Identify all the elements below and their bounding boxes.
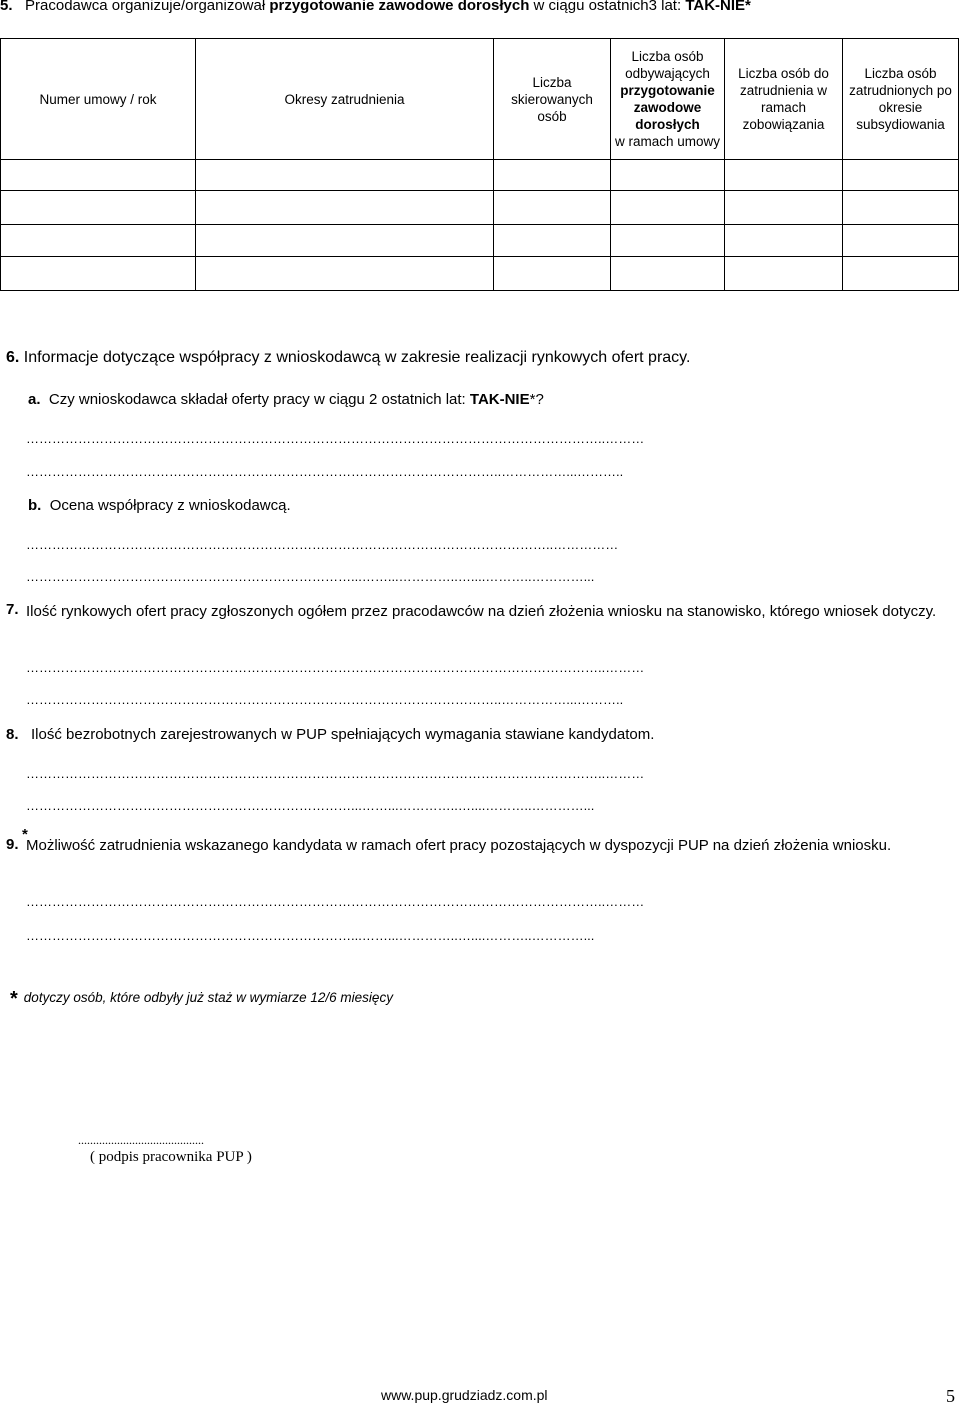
- table-row: [1, 191, 959, 225]
- section-9-number: 9.: [6, 836, 19, 853]
- table-cell[interactable]: [494, 257, 611, 291]
- table-cell[interactable]: [843, 257, 959, 291]
- table-row: [1, 160, 959, 191]
- table-cell[interactable]: [1, 257, 196, 291]
- section-5-text: Pracodawca organizuje/organizował: [25, 0, 270, 14]
- section-9-text: Możliwość zatrudnienia wskazanego kandydata w ramach ofert pracy pozostających w dyspozycji PUP na dzień złożenia wniosku.: [26, 837, 892, 854]
- header-training-bold: przygotowanie zawodowe dorosłych: [620, 83, 715, 132]
- section-6-number: 6.: [6, 349, 20, 366]
- question-6a: [28, 391, 544, 408]
- answer-line[interactable]: ……………………………………………………………………………………………………………………..………: [26, 661, 645, 675]
- table-cell[interactable]: [494, 191, 611, 225]
- question-6a-label: a.: [28, 391, 41, 408]
- table-cell[interactable]: [725, 257, 843, 291]
- table-row: [1, 257, 959, 291]
- question-6a-text: Czy wnioskodawca składał oferty pracy w ciągu 2 ostatnich lat:: [48, 391, 470, 408]
- section-6-title: Informacje dotyczące współpracy z wnioskodawcą w zakresie realizacji rynkowych ofert pracy.: [23, 349, 691, 366]
- header-training-post: w ramach umowy: [614, 134, 721, 149]
- table-cell[interactable]: [196, 191, 494, 225]
- table-cell[interactable]: [843, 225, 959, 257]
- section-5-bold: przygotowanie zawodowe dorosłych: [269, 0, 530, 14]
- table-cell[interactable]: [494, 160, 611, 191]
- question-6b: [28, 497, 291, 514]
- section-5-heading: [0, 0, 751, 14]
- table-cell[interactable]: [725, 225, 843, 257]
- table-cell[interactable]: [196, 160, 494, 191]
- signature-line[interactable]: ..........................................: [78, 1133, 204, 1147]
- table-row: [1, 225, 959, 257]
- table-cell[interactable]: [1, 225, 196, 257]
- section-8-text: Ilość bezrobotnych zarejestrowanych w PUP spełniających wymagania stawiane kandydatom.: [31, 726, 655, 743]
- footnote-text: dotyczy osób, które odbyły już staż w wymiarze 12/6 miesięcy: [23, 990, 393, 1005]
- table-cell[interactable]: [1, 160, 196, 191]
- section-8-number: 8.: [6, 726, 19, 743]
- footnote: [10, 985, 393, 1008]
- footer-website: www.pup.grudziadz.com.pl: [381, 1387, 548, 1403]
- table-cell[interactable]: [725, 191, 843, 225]
- answer-line[interactable]: …………………………………………………………………...……...…………..…....………..…………...: [26, 570, 595, 584]
- header-training-pre: Liczba osób odbywających: [625, 49, 710, 81]
- header-employment-periods: Okresy zatrudnienia: [196, 39, 494, 160]
- answer-line[interactable]: ……………………………………………………………………………………………………………………..………: [26, 767, 645, 781]
- section-7-text: Ilość rynkowych ofert pracy zgłoszonych ogółem przez pracodawców na dzień złożenia wniosku na stanowisko, którego wniosek dotyczy.: [26, 603, 937, 620]
- section-7-number: 7.: [6, 601, 19, 618]
- answer-line[interactable]: …………………………………………………………………...……...…………..…....………..…………...: [26, 799, 595, 813]
- answer-line[interactable]: ……………………………………………………………………………………………………………………..………: [26, 432, 645, 446]
- section-5-number: 5.: [0, 0, 13, 14]
- section-5-text-after: w ciągu ostatnich3 lat:: [529, 0, 686, 14]
- answer-line[interactable]: …………………………………………………………………...……...…………..…....………..…………...: [26, 929, 595, 943]
- header-referred-persons: Liczba skierowanych osób: [494, 39, 611, 160]
- page-number: 5: [946, 1386, 955, 1406]
- answer-line[interactable]: …………………………………………………………………………………………………………..……………: [26, 538, 619, 552]
- employment-table: [0, 38, 959, 291]
- table-header-row: [1, 39, 959, 160]
- table-cell[interactable]: [196, 257, 494, 291]
- question-6a-bold: TAK-NIE: [469, 391, 530, 408]
- table-cell[interactable]: [611, 191, 725, 225]
- section-9-star: *: [22, 826, 28, 843]
- question-6a-end: *?: [529, 391, 544, 408]
- table-cell[interactable]: [611, 160, 725, 191]
- header-employed-after: Liczba osób zatrudnionych po okresie subsydiowania: [843, 39, 959, 160]
- answer-line[interactable]: ……………………………………………………………………………………………………………………..………: [26, 895, 645, 909]
- table-cell[interactable]: [611, 257, 725, 291]
- section-6-heading: [6, 349, 690, 367]
- header-to-employ: Liczba osób do zatrudnienia w ramach zobowiązania: [725, 39, 843, 160]
- section-5-tak-nie: TAK-NIE*: [685, 0, 751, 14]
- question-6b-text: Ocena współpracy z wnioskodawcą.: [49, 497, 291, 514]
- answer-line[interactable]: ………………………………………………………………………………………………..……………...………..: [26, 693, 624, 707]
- answer-line[interactable]: ………………………………………………………………………………………………..……………...………..: [26, 465, 624, 479]
- footnote-star: *: [10, 988, 18, 1010]
- table-cell[interactable]: [196, 225, 494, 257]
- question-6b-label: b.: [28, 497, 42, 514]
- table-cell[interactable]: [1, 191, 196, 225]
- table-cell[interactable]: [611, 225, 725, 257]
- table-cell[interactable]: [494, 225, 611, 257]
- table-cell[interactable]: [843, 191, 959, 225]
- header-contract-number: Numer umowy / rok: [1, 39, 196, 160]
- signature-label: ( podpis pracownika PUP ): [90, 1149, 252, 1165]
- table-cell[interactable]: [725, 160, 843, 191]
- table-cell[interactable]: [843, 160, 959, 191]
- header-training-persons: [611, 39, 725, 160]
